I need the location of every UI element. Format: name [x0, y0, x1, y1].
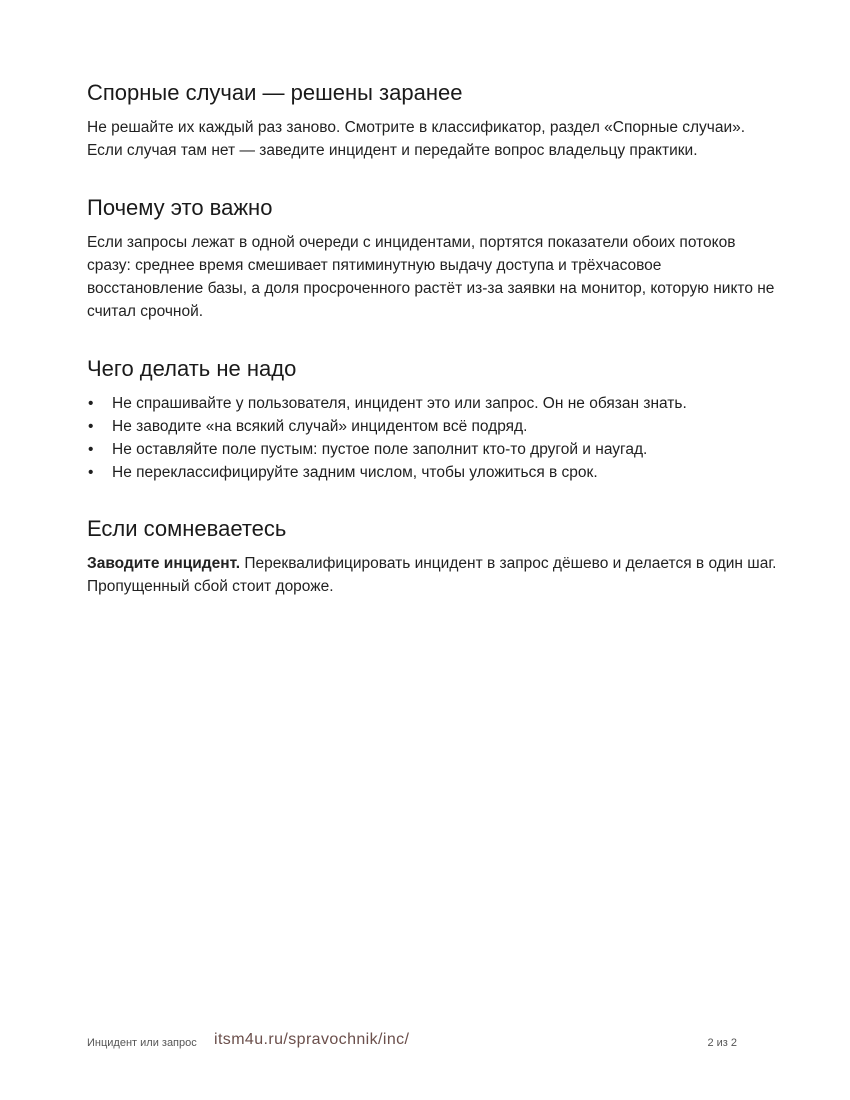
bullet-icon: • — [88, 441, 94, 458]
section-why-important — [87, 193, 777, 323]
section-dont-do — [87, 354, 777, 484]
list-item-text: Не заводите «на всякий случай» инцидентом всё подряд. — [112, 418, 528, 435]
bullet-icon: • — [88, 395, 94, 412]
document-body — [87, 78, 777, 629]
footer-url-link[interactable]: itsm4u.ru/spravochnik/inc/ — [214, 1031, 410, 1048]
section-disputed-cases — [87, 78, 777, 162]
bullet-icon: • — [88, 464, 94, 481]
list-item-text: Не оставляйте поле пустым: пустое поле заполнит кто-то другой и наугад. — [112, 441, 648, 458]
section-if-in-doubt — [87, 514, 777, 598]
list-item — [87, 415, 777, 438]
list-item-text: Не спрашивайте у пользователя, инцидент это или запрос. Он не обязан знать. — [112, 395, 687, 412]
section-heading: Чего делать не надо — [87, 356, 297, 381]
page-footer — [87, 1030, 737, 1054]
section-heading: Почему это важно — [87, 195, 273, 220]
list-item-text: Не переклассифицируйте задним числом, чтобы уложиться в срок. — [112, 464, 598, 481]
section-paragraph — [87, 552, 777, 598]
bullet-icon: • — [88, 418, 94, 435]
paragraph-text: Переквалифицировать инцидент в запрос дёшево и делается в один шаг. Пропущенный сбой стоит дороже. — [87, 555, 777, 595]
list-item — [87, 392, 777, 415]
footer-page-number: 2 из 2 — [707, 1037, 737, 1049]
list-item — [87, 438, 777, 461]
bold-lead: Заводите инцидент. — [87, 555, 241, 572]
section-paragraph: Не решайте их каждый раз заново. Смотрите в классификатор, раздел «Спорные случаи». Если случая там нет — заведите инцидент и передайте вопрос владельцу практики. — [87, 119, 746, 159]
dont-list — [87, 392, 777, 484]
footer-doc-name: Инцидент или запрос — [87, 1037, 197, 1049]
section-heading: Если сомневаетесь — [87, 516, 287, 541]
list-item — [87, 461, 777, 484]
section-heading: Спорные случаи — решены заранее — [87, 80, 463, 105]
section-paragraph: Если запросы лежат в одной очереди с инцидентами, портятся показатели обоих потоков сразу: среднее время смешивает пятиминутную выдачу доступа и трёхчасовое восстановление базы, а доля просроченного растёт из-за заявки на монитор, которую никто не считал срочной. — [87, 234, 775, 320]
